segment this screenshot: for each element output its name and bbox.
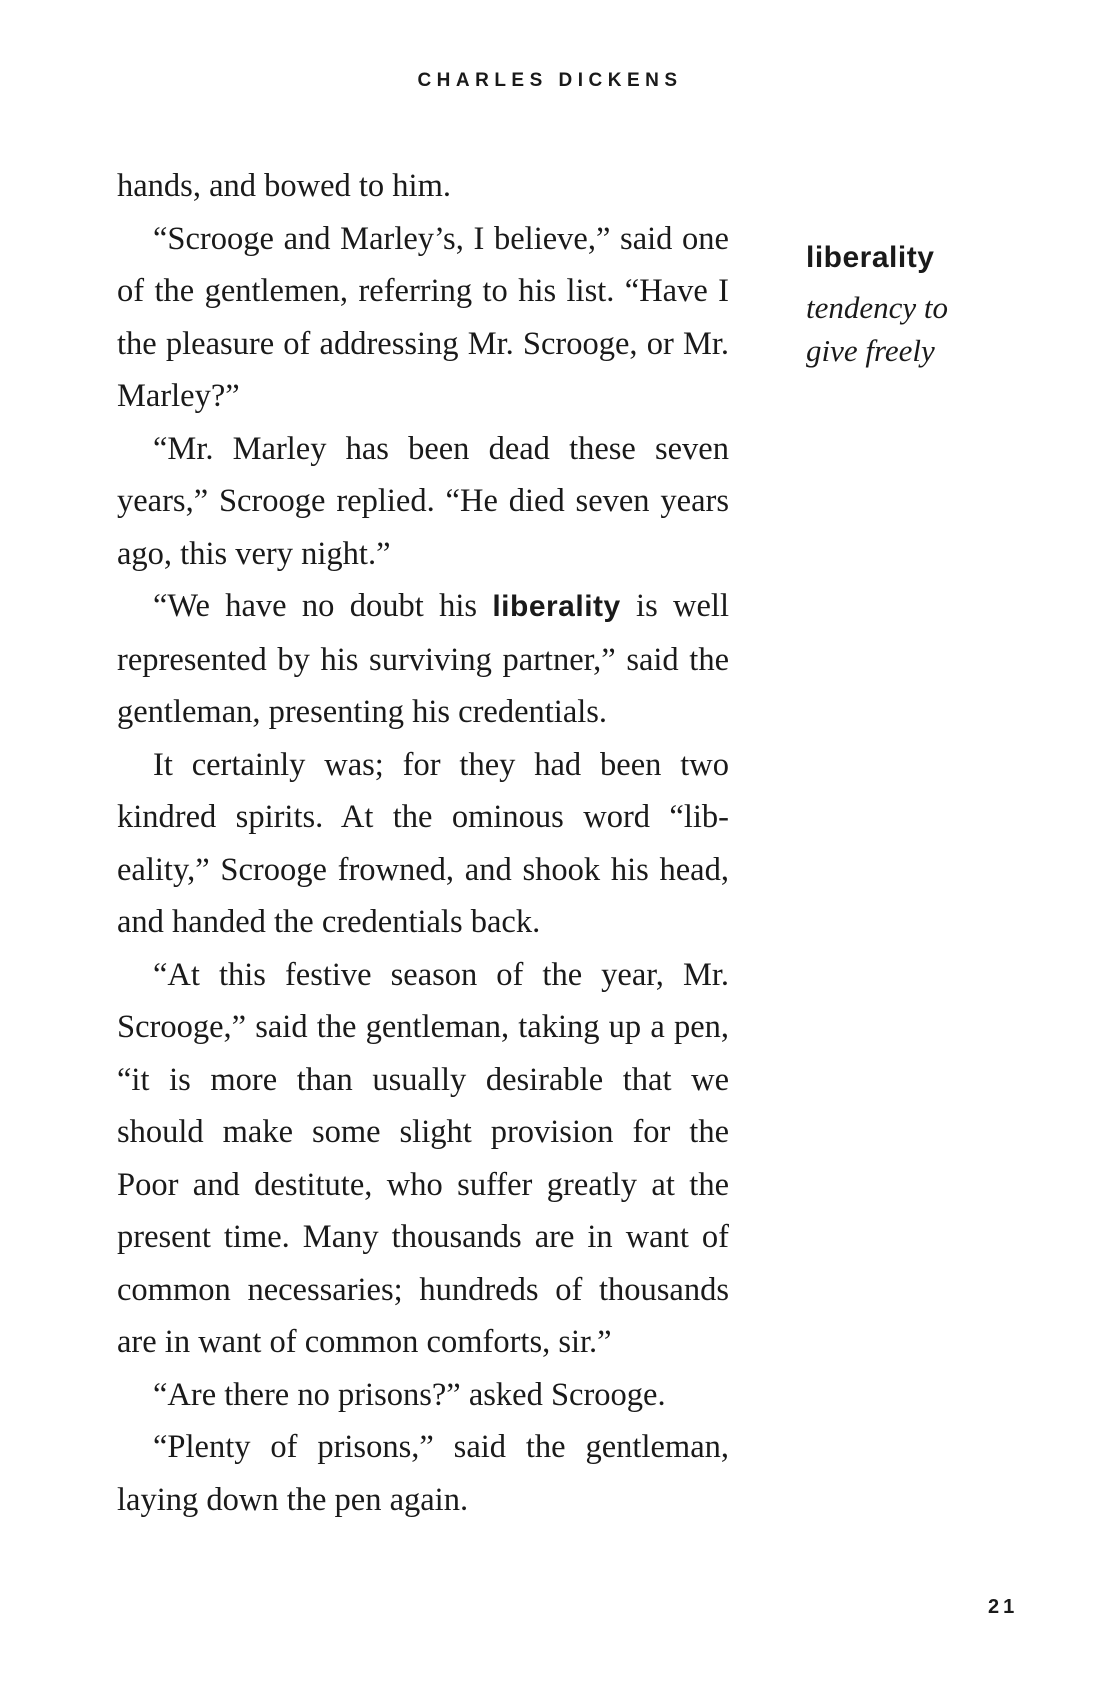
paragraph-4-text-after: is well represented by his surviving partner,” said the gentleman, presenting his credentials. bbox=[117, 588, 729, 730]
paragraph-4-text-before: “We have no doubt his bbox=[153, 588, 493, 624]
paragraph-3: “Mr. Marley has been dead these seven years,” Scrooge replied. “He died seven years ago, this very night.” bbox=[117, 430, 729, 572]
glossary-term: liberality bbox=[806, 241, 935, 274]
paragraph-6: “At this festive season of the year, Mr. Scrooge,” said the gentleman, taking up a pen, “it is more than usually desirable that we should make some slight provision for the Poor and destitute, who suffer greatly at the present time. Many thousands are in want of common necessaries; hundreds of thousands are in want of common comforts, sir.” bbox=[117, 956, 729, 1360]
paragraph-5: It certainly was; for they had been two kindred spirits. At the ominous word “libeality,” Scrooge frowned, and shook his head, and handed the credentials back. bbox=[117, 746, 729, 940]
paragraph-7: “Are there no prisons?” asked Scrooge. bbox=[153, 1376, 666, 1413]
paragraph-1: hands, and bowed to him. bbox=[117, 168, 451, 204]
running-head: CHARLES DICKENS bbox=[417, 70, 683, 91]
glossary-sidebar bbox=[806, 238, 1026, 372]
body-text bbox=[117, 160, 729, 1526]
paragraph-8: “Plenty of prisons,” said the gentleman, laying down the pen again. bbox=[117, 1429, 729, 1518]
paragraph-4 bbox=[117, 580, 729, 739]
page-number: 21 bbox=[988, 1596, 1019, 1618]
paragraph-2: “Scrooge and Marley’s, I believe,” said one of the gentlemen, referring to his list. “Have I the pleasure of addressing Mr. Scrooge, or Mr. Marley?” bbox=[117, 220, 729, 414]
glossed-term-liberality: liberality bbox=[492, 590, 621, 623]
glossary-definition: tendency to give freely bbox=[806, 290, 949, 368]
